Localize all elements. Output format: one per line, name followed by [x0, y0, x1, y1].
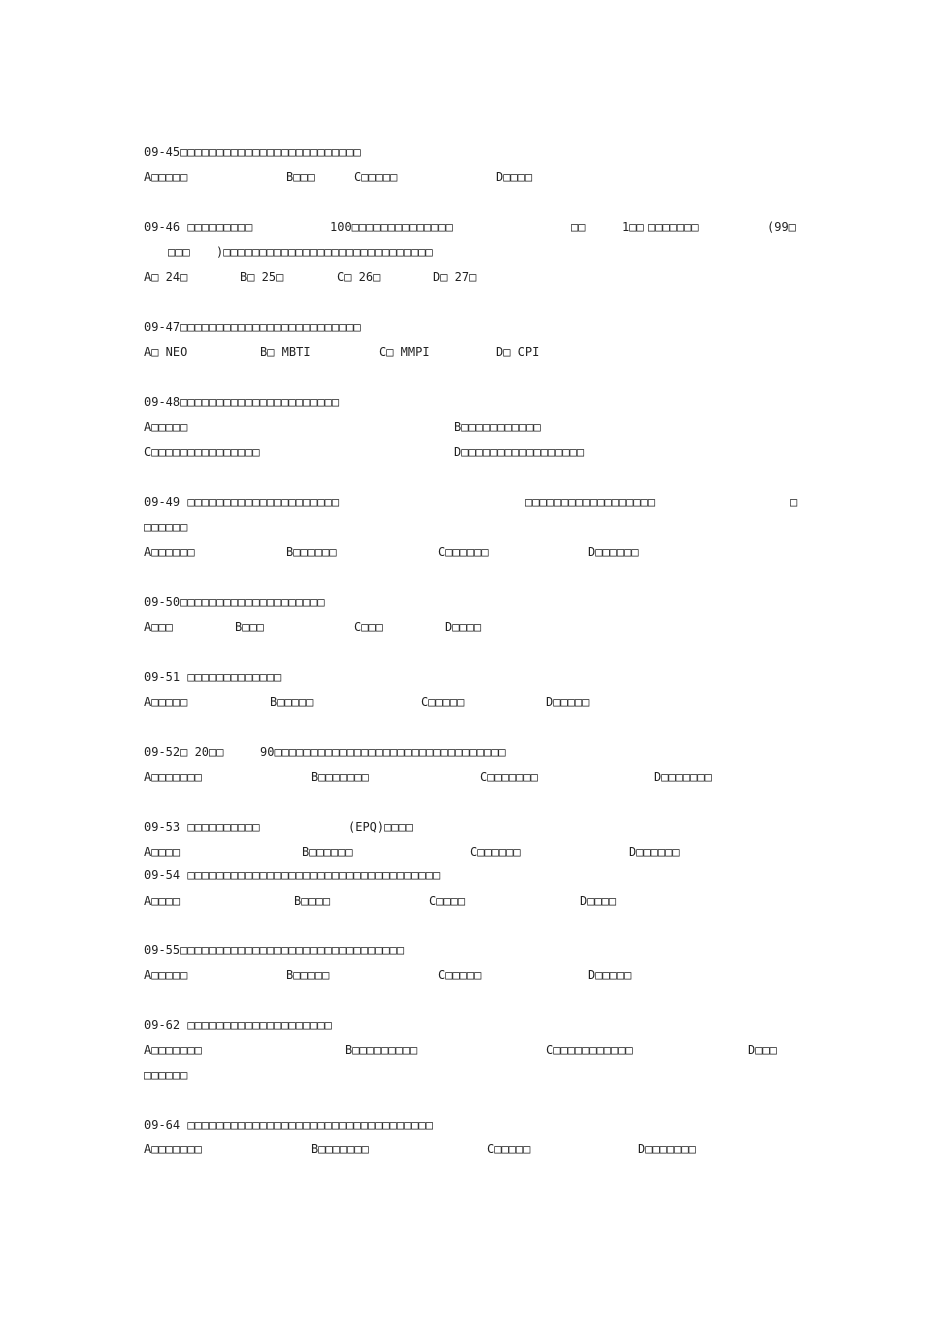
question-stem: 09-47□□□□□□□□□□□□□□□□□□□□□□□□□ — [144, 320, 361, 334]
option-c: C□□□□□ — [354, 170, 398, 184]
option-a: A□ NEO — [144, 345, 188, 359]
option-a: A□□□□□ — [144, 968, 188, 982]
option-c: C□□□ — [354, 620, 383, 634]
option-a: A□□□□□□ — [144, 545, 195, 559]
option-d: D□ CPI — [496, 345, 540, 359]
option-d: D□□□□□□ — [588, 545, 639, 559]
option-c: C□□□□ — [429, 894, 466, 908]
option-a: A□□□□□ — [144, 420, 188, 434]
option-c: C□□□□□ — [487, 1142, 531, 1156]
option-d: D□ 27□ — [433, 270, 477, 284]
option-d: D□□□ — [748, 1043, 777, 1057]
option-b: B□□□□□ — [270, 695, 314, 709]
option-d: D□□□□□□□□□□□□□□□□□ — [454, 445, 585, 459]
option-b: B□ 25□ — [240, 270, 284, 284]
option-b: B□ MBTI — [260, 345, 311, 359]
option-d-continued: □□□□□□ — [144, 1068, 188, 1082]
question-stem: □□□□□□ — [144, 520, 188, 534]
option-d: D□□□□ — [445, 620, 482, 634]
question-stem: 1□□ — [622, 220, 644, 234]
question-stem: □□ — [571, 220, 586, 234]
option-d: D□□□□□□□ — [654, 770, 712, 784]
option-b: B□□□□□□ — [302, 845, 353, 859]
option-b: B□□□□□ — [286, 968, 330, 982]
option-b: B□□□□□□□□□ — [345, 1043, 418, 1057]
option-b: B□□□□□□□ — [311, 1142, 369, 1156]
option-d: D□□□□□□ — [629, 845, 680, 859]
question-stem: 09-49 □□□□□□□□□□□□□□□□□□□□□ — [144, 495, 340, 509]
question-stem: 09-54 □□□□□□□□□□□□□□□□□□□□□□□□□□□□□□□□□□□ — [144, 868, 441, 882]
option-c: C□□□□□□□ — [480, 770, 538, 784]
question-stem: □□□ — [168, 245, 190, 259]
question-stem: □□□□□□□ — [648, 220, 699, 234]
option-b: B□□□□□□ — [286, 545, 337, 559]
option-b: B□□□□□□□ — [311, 770, 369, 784]
question-stem: 09-53 □□□□□□□□□□ — [144, 820, 260, 834]
option-b: B□□□□□□□□□□□ — [454, 420, 541, 434]
question-stem: □ — [790, 495, 798, 509]
option-a: A□ 24□ — [144, 270, 188, 284]
option-c: C□□□□□□□□□□□ — [546, 1043, 633, 1057]
option-c: C□□□□□□□□□□□□□□□ — [144, 445, 260, 459]
question-stem: (99□ — [767, 220, 796, 234]
question-stem: 09-50□□□□□□□□□□□□□□□□□□□□ — [144, 595, 325, 609]
question-stem: )□□□□□□□□□□□□□□□□□□□□□□□□□□□□□ — [216, 245, 433, 259]
question-stem: 09-62 □□□□□□□□□□□□□□□□□□□□ — [144, 1018, 332, 1032]
option-c: C□ MMPI — [379, 345, 430, 359]
question-stem: □□□□□□□□□□□□□□□□□□ — [525, 495, 656, 509]
option-a: A□□□□□ — [144, 170, 188, 184]
option-d: D□□□□ — [496, 170, 533, 184]
option-c: C□□□□□ — [421, 695, 465, 709]
option-c: C□□□□□ — [438, 968, 482, 982]
option-c: C□□□□□□ — [470, 845, 521, 859]
option-d: D□□□□□ — [546, 695, 590, 709]
option-d: D□□□□□ — [588, 968, 632, 982]
option-a: A□□□□□□□ — [144, 1043, 202, 1057]
option-b: B□□□ — [286, 170, 315, 184]
option-a: A□□□□□□□ — [144, 770, 202, 784]
option-a: A□□□□□□□ — [144, 1142, 202, 1156]
option-b: B□□□□ — [294, 894, 331, 908]
question-stem: 09-55□□□□□□□□□□□□□□□□□□□□□□□□□□□□□□□ — [144, 943, 405, 957]
question-stem: 09-64 □□□□□□□□□□□□□□□□□□□□□□□□□□□□□□□□□□ — [144, 1118, 433, 1132]
question-stem: 100□□□□□□□□□□□□□□ — [330, 220, 453, 234]
question-stem: 90□□□□□□□□□□□□□□□□□□□□□□□□□□□□□□□□ — [260, 745, 506, 759]
question-stem: 09-48□□□□□□□□□□□□□□□□□□□□□□ — [144, 395, 340, 409]
option-a: A□□□□ — [144, 894, 181, 908]
option-a: A□□□□□ — [144, 695, 188, 709]
option-c: C□ 26□ — [337, 270, 381, 284]
option-d: D□□□□□□□ — [638, 1142, 696, 1156]
question-stem: 09-51 □□□□□□□□□□□□□ — [144, 670, 282, 684]
question-stem: 09-46 □□□□□□□□□ — [144, 220, 253, 234]
question-stem: (EPQ)□□□□ — [348, 820, 414, 834]
question-stem: 09-52□ 20□□ — [144, 745, 224, 759]
option-a: A□□□□ — [144, 845, 181, 859]
question-stem: 09-45□□□□□□□□□□□□□□□□□□□□□□□□□ — [144, 145, 361, 159]
option-a: A□□□ — [144, 620, 173, 634]
option-b: B□□□ — [235, 620, 264, 634]
option-c: C□□□□□□ — [438, 545, 489, 559]
option-d: D□□□□ — [580, 894, 617, 908]
